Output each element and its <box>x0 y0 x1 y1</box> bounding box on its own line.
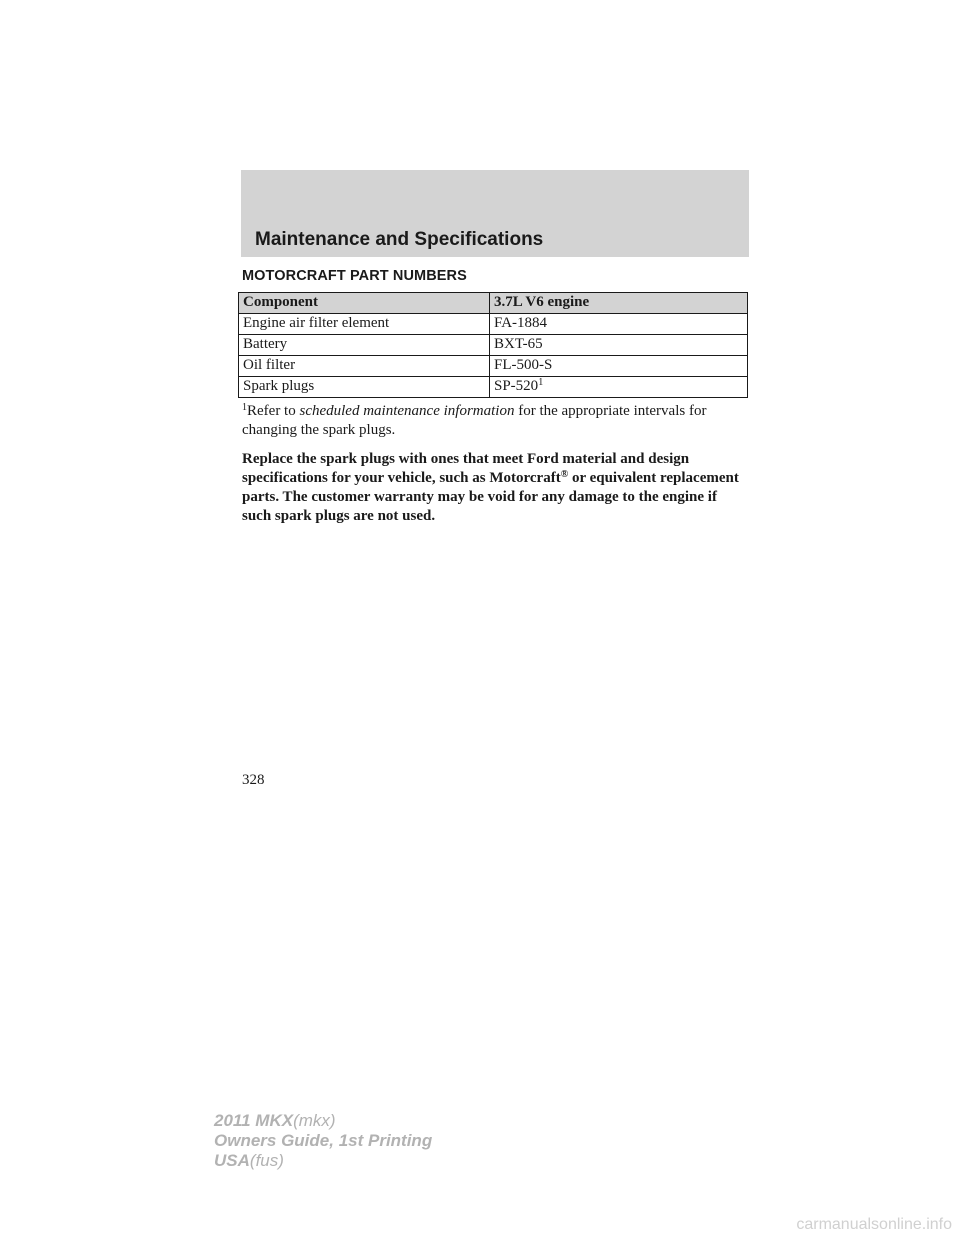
table-row <box>239 356 748 377</box>
footnote-prefix: Refer to <box>247 403 300 419</box>
market-code: (fus) <box>249 1151 284 1170</box>
model-code: (mkx) <box>293 1111 336 1130</box>
table-row <box>239 335 748 356</box>
column-header-engine: 3.7L V6 engine <box>490 293 748 314</box>
component-cell: Spark plugs <box>239 377 490 398</box>
footnote-suffix: for the appropriate intervals for changing the spark plugs. <box>242 403 707 438</box>
footnote-emphasis: scheduled maintenance information <box>299 403 515 419</box>
footnote-reference: 1 <box>538 377 544 388</box>
part-number-cell: BXT-65 <box>490 335 748 356</box>
table-row <box>239 314 748 335</box>
page-number: 328 <box>242 772 265 788</box>
warning-text-after: or equivalent replacement parts. The customer warranty may be void for any damage to the engine if such spark plugs are not used. <box>242 470 739 524</box>
component-cell: Oil filter <box>239 356 490 377</box>
table-header-row <box>239 293 748 314</box>
market: USA <box>214 1151 250 1170</box>
component-cell: Engine air filter element <box>239 314 490 335</box>
print-info-line-model <box>214 1111 432 1131</box>
model-year: 2011 MKX <box>214 1111 294 1130</box>
parts-table <box>238 292 748 398</box>
registered-trademark-mark: ® <box>560 469 569 480</box>
part-number-cell: FL-500-S <box>490 356 748 377</box>
part-number-text: SP-520 <box>494 378 539 394</box>
column-header-component: Component <box>239 293 490 314</box>
print-info-line-market <box>214 1151 432 1171</box>
part-number-cell <box>490 377 748 398</box>
site-watermark: carmanualsonline.info <box>796 1216 952 1233</box>
warning-paragraph <box>242 450 748 526</box>
section-title: MOTORCRAFT PART NUMBERS <box>242 268 467 284</box>
print-info-line-edition: Owners Guide, 1st Printing <box>214 1131 433 1150</box>
section-header-band <box>241 170 749 257</box>
warning-text-before: Replace the spark plugs with ones that meet Ford material and design specifications for your vehicle, such as Motorcraft <box>242 451 690 486</box>
part-number-cell: FA-1884 <box>490 314 748 335</box>
footnote <box>242 402 742 440</box>
print-info <box>214 1111 432 1171</box>
chapter-title: Maintenance and Specifications <box>255 229 544 250</box>
footnote-mark: 1 <box>242 402 247 413</box>
table-row <box>239 377 748 398</box>
component-cell: Battery <box>239 335 490 356</box>
